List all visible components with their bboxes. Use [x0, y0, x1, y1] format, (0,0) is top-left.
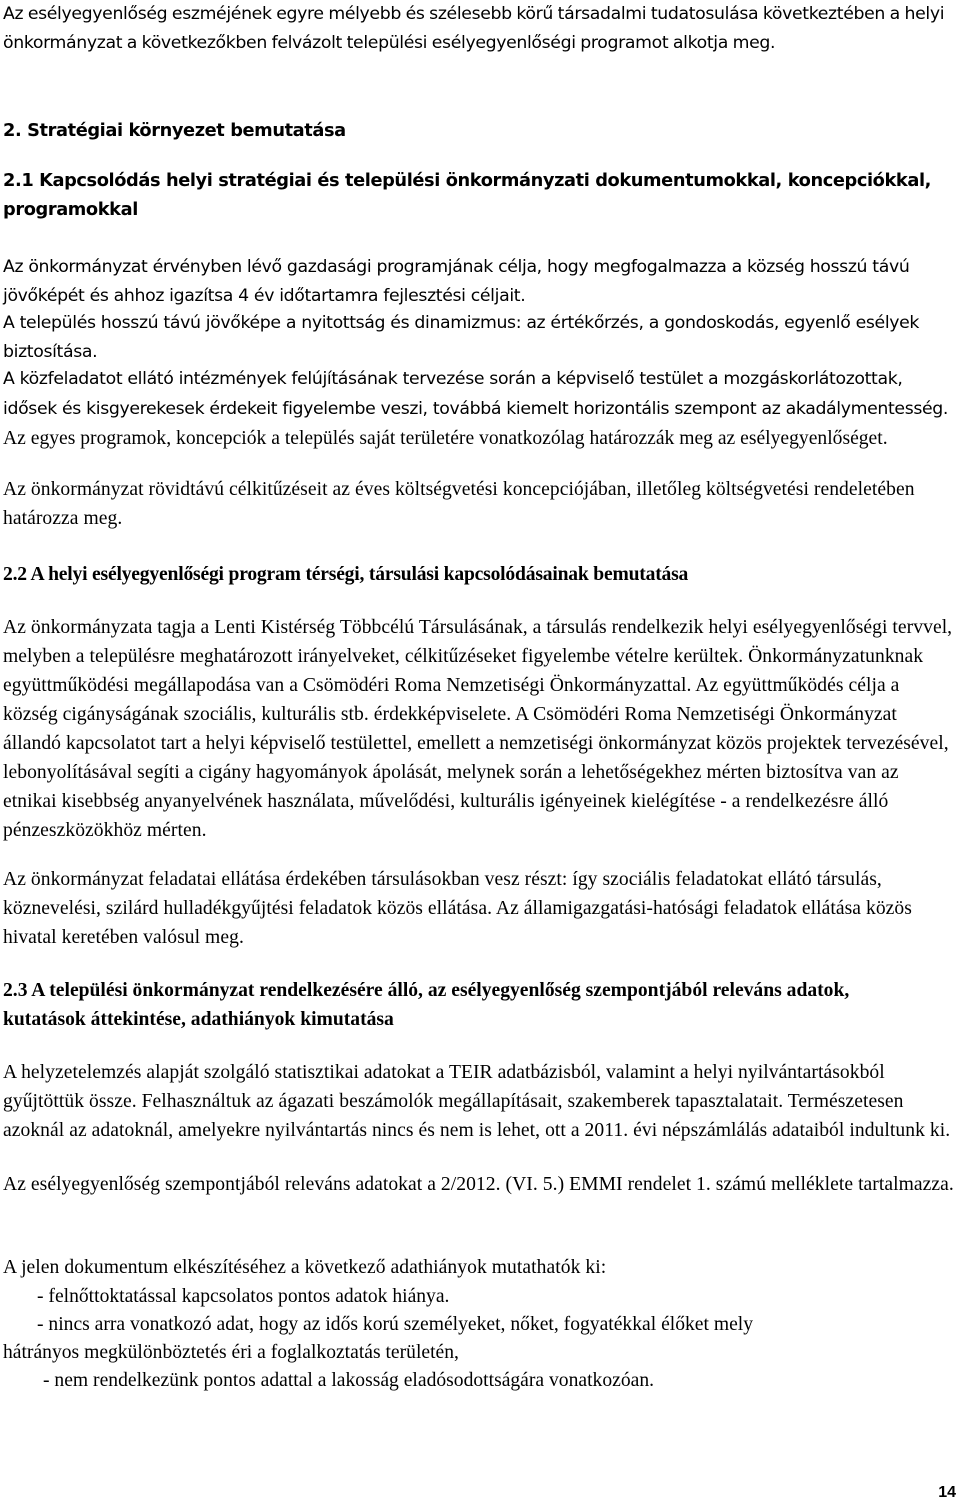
section-2-3-paragraph-1: A helyzetelemzés alapját szolgáló statisztikai adatokat a TEIR adatbázisból, valamint a helyi nyilvántartásokból gyűjtöttük össze. Felhasználtuk az ágazati beszámolók megállapításait, szakemberek tapasztalatait. Természetesen azoknál az adatoknál, amelyekre nyilvántartás nincs és nem is lehet, ott a 2011. évi népszámlálás adataiból indultunk ki.: [3, 1062, 951, 1141]
data-gap-list-item-3: - nem rendelkezünk pontos adattal a lakosság eladósodottságára vonatkozóan.: [43, 1370, 655, 1391]
section-2-2-heading: 2.2 A helyi esélyegyenlőségi program térségi, társulási kapcsolódásainak bemutatása: [3, 564, 689, 585]
section-2-1-paragraph-3-sans-part: A közfeladatot ellátó intézmények felújításának tervezése során a képviselő testület a mozgáskorlátozottak, idősek és kisgyerekesek érdekeit figyelembe veszi, továbbá kiemelt horizontális szempont az akadálymentesség.: [3, 369, 949, 419]
section-2-3-paragraph-2: Az esélyegyenlőség szempontjából releváns adatokat a 2/2012. (VI. 5.) EMMI rendelet 1. számú melléklete tartalmazza.: [3, 1174, 954, 1195]
section-2-2-paragraph-1: Az önkormányzata tagja a Lenti Kistérség Többcélú Társulásának, a társulás rendelkezik helyi esélyegyenlőségi tervvel, melyben a településre meghatározott irányelveket, célkitűzéseket figyelembe vételre kerültek. Önkormányzatunknak együttműködési megállapodása van a Csömödéri Roma Nemzetiségi Önkormányzattal. Az együttműködés célja a község cigányságának szociális, kulturális stb. érdekképviselete. A Csömödéri Roma Nemzetiségi Önkormányzat állandó kapcsolatot tart a helyi képviselő testülettel, emellett a nemzetiségi önkormányzat közös projektek tervezésével, lebonyolításával segíti a cigány hagyományok ápolását, melynek során a lehetőségekhez mérten biztosítva van az etnikai kisebbség anyanyelvének használata, művelődési, kulturális igényeinek kielégítése - a rendelkezésre álló pénzeszközökhöz mérten.: [3, 617, 953, 841]
data-gap-list-item-2-continuation: hátrányos megkülönböztetés éri a foglalkoztatás területén,: [3, 1342, 459, 1363]
data-gap-list-item-2: - nincs arra vonatkozó adat, hogy az idős korú személyeket, nőket, fogyatékkal élőket mely: [37, 1314, 754, 1335]
section-2-3-heading: 2.3 A települési önkormányzat rendelkezésére álló, az esélyegyenlőség szempontjából releváns adatok, kutatások áttekintése, adathiányok kimutatása: [3, 980, 850, 1030]
section-2-heading: 2. Stratégiai környezet bemutatása: [3, 120, 346, 141]
section-2-1-heading: 2.1 Kapcsolódás helyi stratégiai és települési önkormányzati dokumentumokkal, koncepciókkal, programokkal: [3, 170, 931, 220]
intro-paragraph: Az esélyegyenlőség eszméjének egyre mélyebb és szélesebb körű társadalmi tudatosulása következtében a helyi önkormányzat a következőkben felvázolt települési esélyegyenlőségi programot alkotja meg.: [3, 4, 945, 53]
section-2-1-paragraph-3: [3, 365, 957, 454]
section-2-1-paragraph-4: Az önkormányzat rövidtávú célkitűzéseit az éves költségvetési koncepciójában, illetőleg költségvetési rendeletében határozza meg.: [3, 479, 915, 529]
data-gap-list-item-1: - felnőttoktatással kapcsolatos pontos adatok hiánya.: [37, 1286, 450, 1307]
section-2-1-paragraph-2: A település hosszú távú jövőképe a nyitottság és dinamizmus: az értékőrzés, a gondoskodás, egyenlő esélyek biztosítása.: [3, 313, 920, 362]
section-2-1-paragraph-3-serif-part: Az egyes programok, koncepciók a település saját területére vonatkozólag határozzák meg az esélyegyenlőséget.: [3, 428, 888, 449]
section-2-2-paragraph-2: Az önkormányzat feladatai ellátása érdekében társulásokban vesz részt: így szociális feladatokat ellátó társulás, köznevelési, szilárd hulladékgyűjtési feladatok közös ellátása. Az államigazgatási-hatósági feladatok ellátása közös hivatal keretében valósul meg.: [3, 869, 912, 948]
section-2-3-paragraph-3: A jelen dokumentum elkészítéséhez a következő adathiányok mutathatók ki:: [3, 1257, 607, 1278]
section-2-1-paragraph-1: Az önkormányzat érvényben lévő gazdasági programjának célja, hogy megfogalmazza a község hosszú távú jövőképét és ahhoz igazítsa 4 év időtartamra fejlesztési céljait.: [3, 257, 910, 306]
page-number: 14: [938, 1484, 956, 1501]
